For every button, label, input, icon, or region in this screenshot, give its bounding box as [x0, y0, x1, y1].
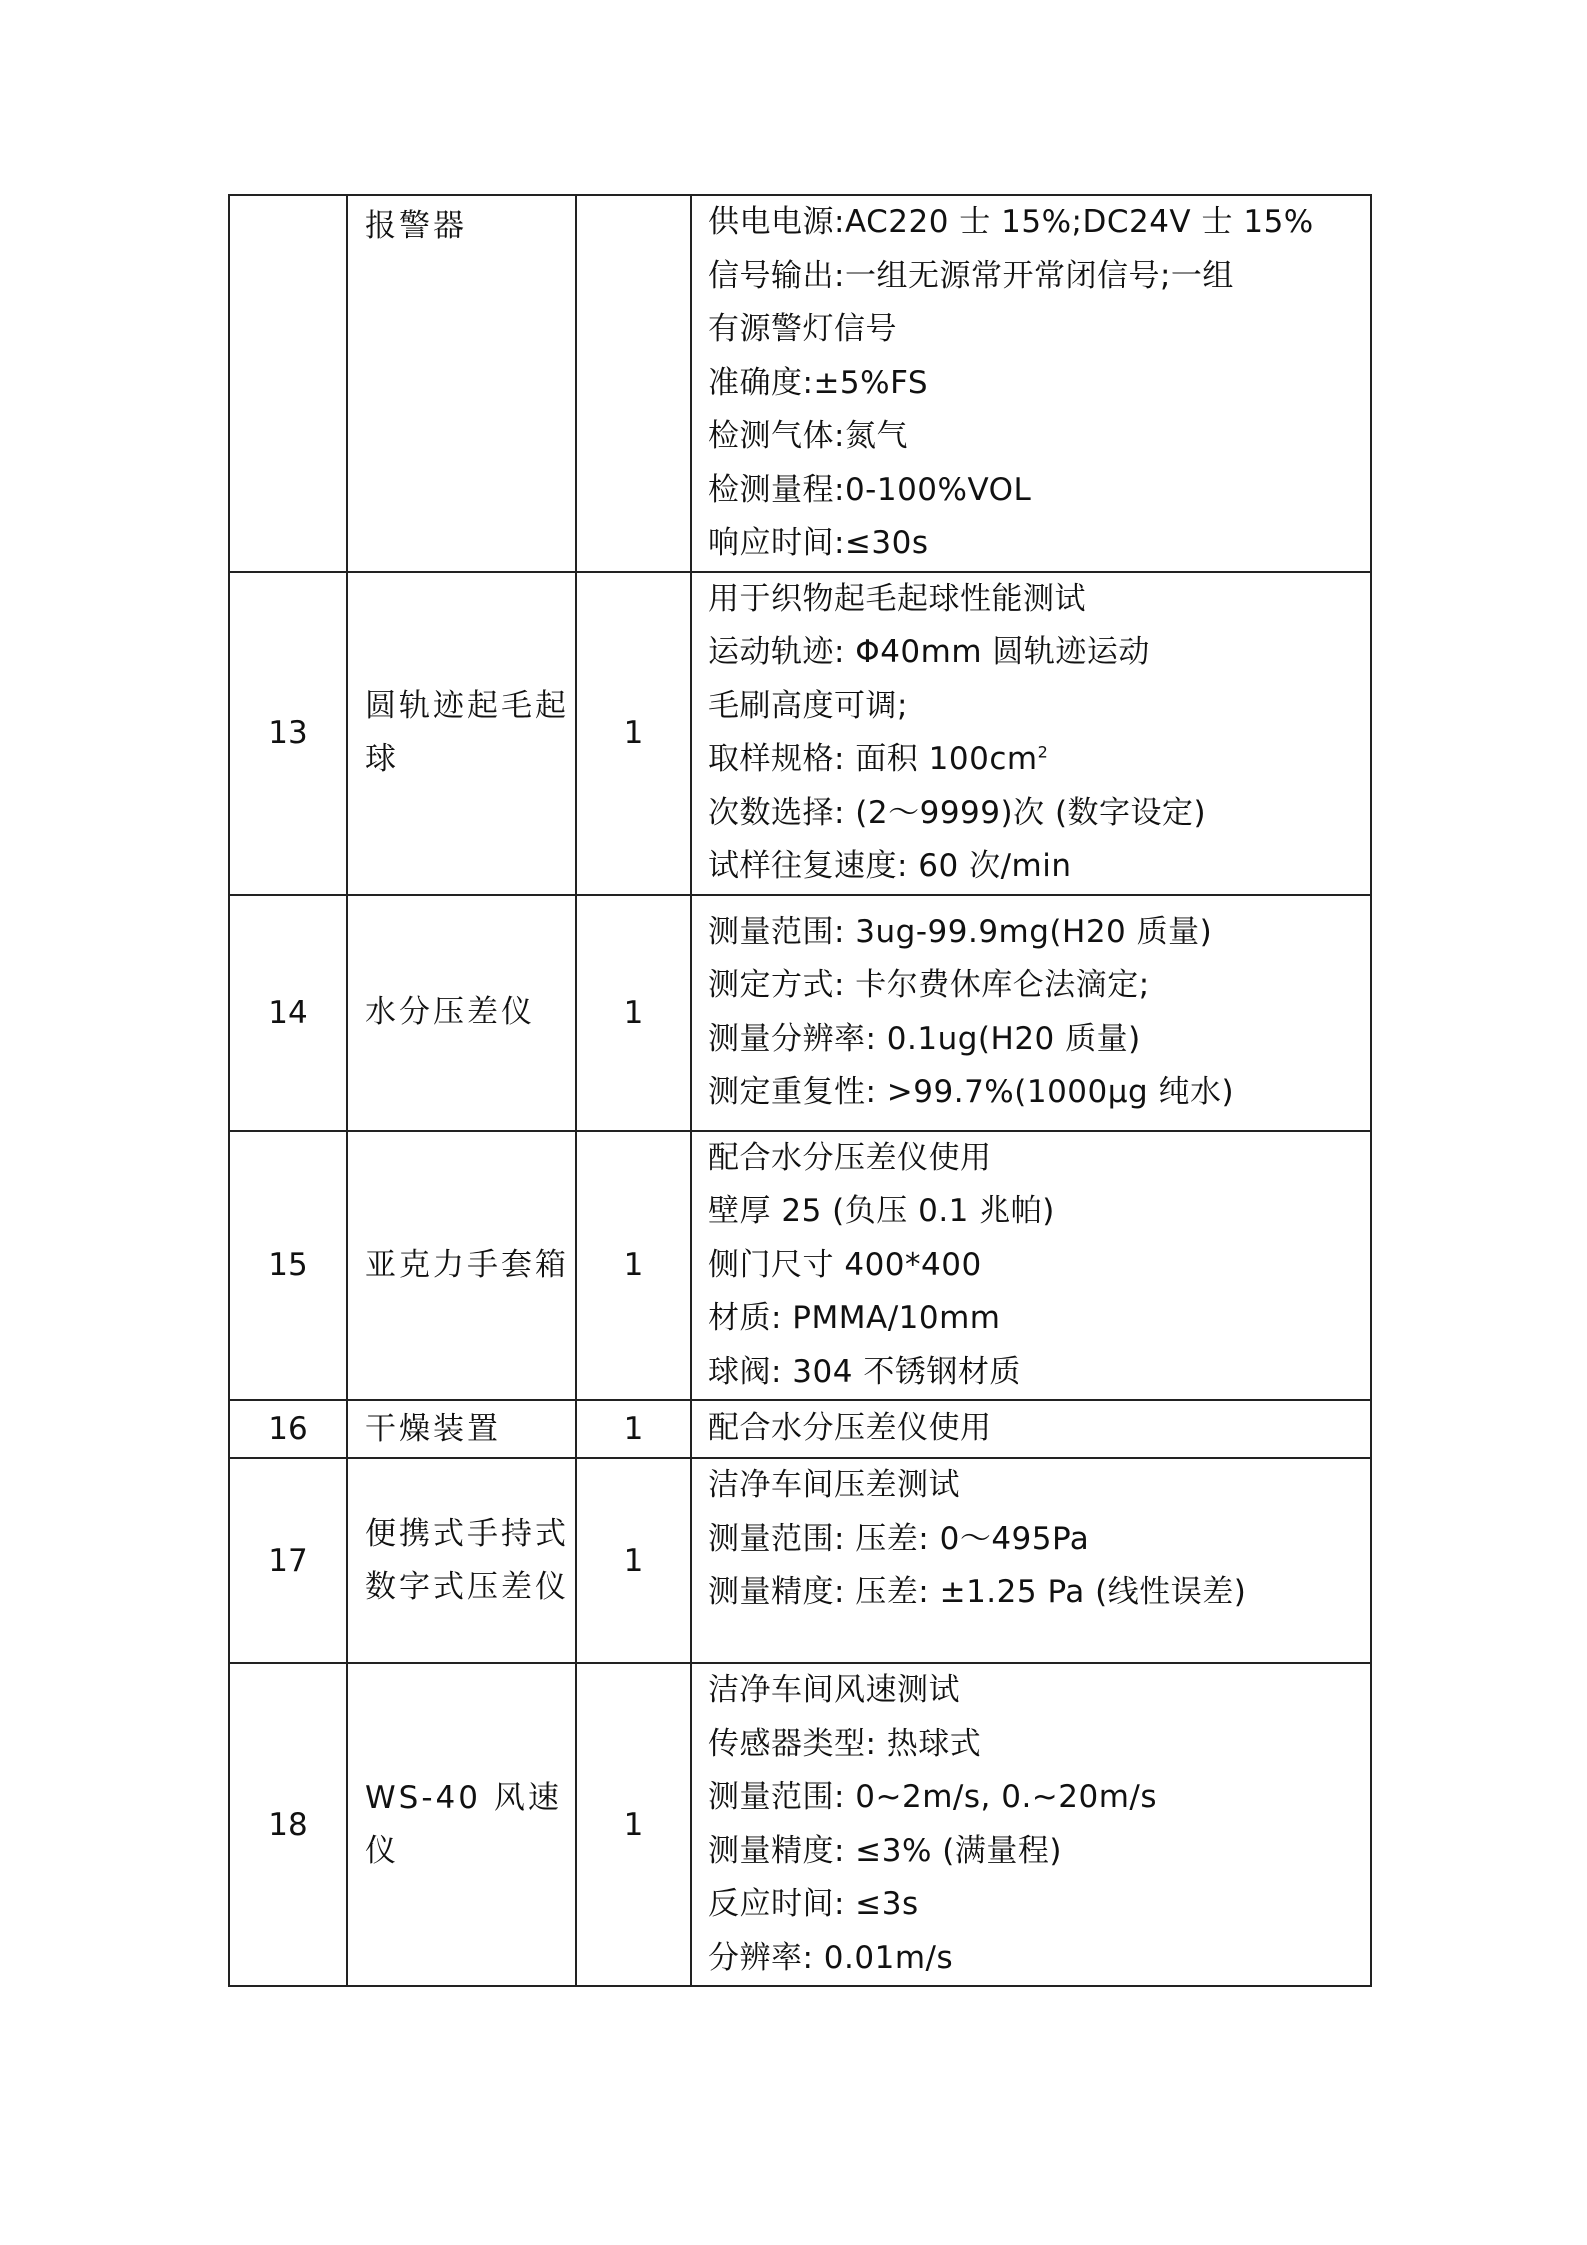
spec-line: 测量范围: 3ug-99.9mg(H20 质量) — [708, 913, 1213, 950]
item-spec — [691, 895, 1371, 1131]
item-name-text: 便携式手持式数字式压差仪 — [365, 1515, 569, 1605]
item-quantity: 1 — [576, 1131, 691, 1401]
spec-line: 反应时间: ≤3s — [708, 1886, 919, 1922]
item-name — [347, 895, 576, 1131]
item-quantity: 1 — [576, 895, 691, 1131]
item-name — [347, 1131, 576, 1401]
item-spec — [691, 1458, 1371, 1663]
spec-line: 检测量程:0-100%VOL — [708, 471, 1032, 508]
spec-line: 测量范围: 0~2m/s, 0.~20m/s — [708, 1779, 1158, 1815]
spec-line: 配合水分压差仪使用 — [708, 1410, 992, 1447]
spec-line: 信号输出:一组无源常开常闭信号;一组 — [708, 257, 1234, 294]
item-name-text: WS-40 风速仪 — [365, 1779, 562, 1869]
spec-line — [708, 733, 1364, 787]
spec-line: 试样往复速度: 60 次/min — [708, 848, 1072, 884]
row-number: 13 — [229, 572, 347, 895]
table-row — [229, 1400, 1371, 1458]
row-number: 18 — [229, 1663, 347, 1986]
item-name-text: 干燥装置 — [365, 1410, 501, 1447]
spec-line: 响应时间:≤30s — [708, 525, 929, 561]
item-quantity: 1 — [576, 1458, 691, 1663]
item-quantity — [576, 195, 691, 572]
spec-line: 配合水分压差仪使用 — [708, 1139, 992, 1176]
table-row — [229, 1131, 1371, 1401]
spec-line: 检测气体:氮气 — [708, 418, 908, 454]
spec-line: 传感器类型: 热球式 — [708, 1725, 982, 1762]
item-name — [347, 1458, 576, 1663]
item-name-text: 圆轨迹起毛起球 — [365, 688, 569, 777]
item-spec — [691, 195, 1371, 572]
spec-line: 次数选择: (2～9999)次 (数字设定) — [708, 794, 1207, 831]
table-row — [229, 895, 1371, 1131]
equipment-spec-table — [228, 194, 1372, 1987]
spec-line: 测量精度: 压差: ±1.25 Pa (线性误差) — [708, 1574, 1247, 1610]
row-number: 15 — [229, 1131, 347, 1401]
item-name — [347, 195, 576, 572]
table-row — [229, 1663, 1371, 1986]
row-number — [229, 195, 347, 572]
spec-line: 测量精度: ≤3% (满量程) — [708, 1832, 1062, 1869]
spec-line: 球阀: 304 不锈钢材质 — [708, 1353, 1021, 1390]
spec-line: 毛刷高度可调; — [708, 687, 908, 724]
spec-line: 测量分辨率: 0.1ug(H20 质量) — [708, 1020, 1141, 1057]
item-quantity: 1 — [576, 1663, 691, 1986]
spec-line: 测量范围: 压差: 0～495Pa — [708, 1520, 1090, 1557]
spec-line: 洁净车间风速测试 — [708, 1672, 960, 1708]
spec-line: 供电电源:AC220 士 15%;DC24V 士 15% — [708, 204, 1314, 240]
spec-line: 洁净车间压差测试 — [708, 1467, 960, 1503]
table-row — [229, 1458, 1371, 1663]
spec-line: 用于织物起毛起球性能测试 — [708, 580, 1086, 617]
spec-line: 有源警灯信号 — [708, 311, 897, 347]
spec-line: 分辨率: 0.01m/s — [708, 1939, 954, 1976]
superscript: 2 — [1037, 742, 1049, 762]
spec-line: 准确度:±5%FS — [708, 364, 929, 401]
item-name-text: 报警器 — [365, 208, 467, 244]
table-row — [229, 195, 1371, 572]
item-name-text: 水分压差仪 — [365, 994, 535, 1030]
row-number: 14 — [229, 895, 347, 1131]
item-spec — [691, 1400, 1371, 1458]
spec-line: 运动轨迹: Φ40mm 圆轨迹运动 — [708, 634, 1150, 670]
spec-line: 壁厚 25 (负压 0.1 兆帕) — [708, 1193, 1055, 1229]
item-quantity: 1 — [576, 572, 691, 895]
row-number: 17 — [229, 1458, 347, 1663]
item-spec — [691, 1663, 1371, 1986]
item-name — [347, 1400, 576, 1458]
table-row — [229, 572, 1371, 895]
item-name — [347, 572, 576, 895]
spec-text: 取样规格: 面积 100cm — [708, 741, 1038, 777]
item-spec — [691, 572, 1371, 895]
row-number: 16 — [229, 1400, 347, 1458]
item-spec — [691, 1131, 1371, 1401]
spec-line: 材质: PMMA/10mm — [708, 1300, 1001, 1336]
item-quantity: 1 — [576, 1400, 691, 1458]
spec-line: 测定重复性: >99.7%(1000μg 纯水) — [708, 1074, 1235, 1110]
spec-line: 侧门尺寸 400*400 — [708, 1246, 982, 1283]
spec-line: 测定方式: 卡尔费休库仑法滴定; — [708, 967, 1150, 1003]
item-name — [347, 1663, 576, 1986]
item-name-text: 亚克力手套箱 — [365, 1246, 569, 1283]
